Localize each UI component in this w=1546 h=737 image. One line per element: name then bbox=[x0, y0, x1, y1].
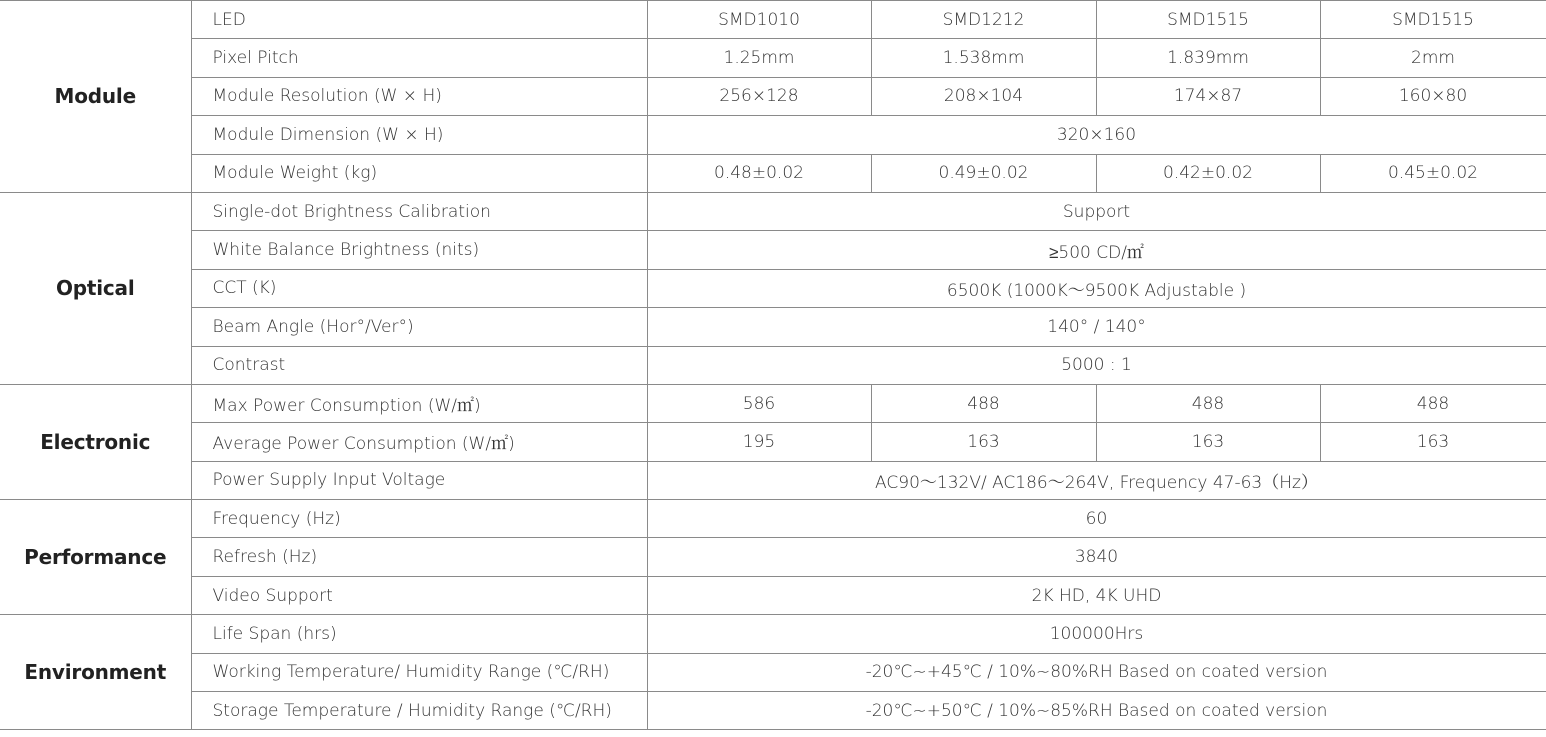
spec-value: 174×87 bbox=[1096, 77, 1320, 115]
spec-row bbox=[0, 192, 1546, 230]
spec-label: Max Power Consumption (W/㎡) bbox=[191, 384, 647, 422]
spec-value: 163 bbox=[1320, 423, 1546, 461]
spec-value: 0.45±0.02 bbox=[1320, 154, 1546, 192]
spec-row bbox=[0, 1, 1546, 39]
spec-label: Module Resolution (W × H) bbox=[191, 77, 647, 115]
spec-value: 488 bbox=[1320, 384, 1546, 422]
spec-value-merged: 6500K (1000K～9500K Adjustable ) bbox=[647, 269, 1546, 307]
spec-label: Power Supply Input Voltage bbox=[191, 461, 647, 499]
spec-row bbox=[0, 461, 1546, 499]
spec-value: 163 bbox=[1096, 423, 1320, 461]
spec-value: 488 bbox=[871, 384, 1096, 422]
spec-row bbox=[0, 692, 1546, 730]
spec-value-merged: 3840 bbox=[647, 538, 1546, 576]
spec-value: 586 bbox=[647, 384, 871, 422]
spec-value: 0.48±0.02 bbox=[647, 154, 871, 192]
spec-label: Video Support bbox=[191, 576, 647, 614]
spec-value-merged: 2K HD, 4K UHD bbox=[647, 576, 1546, 614]
category-cell-environment: Environment bbox=[0, 615, 191, 730]
spec-value: 2mm bbox=[1320, 39, 1546, 77]
spec-row bbox=[0, 615, 1546, 653]
spec-row bbox=[0, 77, 1546, 115]
category-cell-electronic: Electronic bbox=[0, 384, 191, 499]
spec-label: Module Dimension (W × H) bbox=[191, 116, 647, 154]
spec-value-merged: AC90～132V/ AC186～264V, Frequency 47-63（Hz） bbox=[647, 461, 1546, 499]
spec-value: 160×80 bbox=[1320, 77, 1546, 115]
spec-row bbox=[0, 269, 1546, 307]
spec-label: Module Weight (kg) bbox=[191, 154, 647, 192]
spec-value-merged: 100000Hrs bbox=[647, 615, 1546, 653]
spec-label: Working Temperature/ Humidity Range (℃/RH) bbox=[191, 653, 647, 691]
spec-label: Single-dot Brightness Calibration bbox=[191, 192, 647, 230]
spec-value: 0.49±0.02 bbox=[871, 154, 1096, 192]
spec-value: 163 bbox=[871, 423, 1096, 461]
spec-table-body bbox=[0, 1, 1546, 730]
spec-label: White Balance Brightness (nits) bbox=[191, 231, 647, 269]
spec-label: Life Span (hrs) bbox=[191, 615, 647, 653]
spec-value-merged: 140° / 140° bbox=[647, 308, 1546, 346]
spec-value: 208×104 bbox=[871, 77, 1096, 115]
spec-label: CCT (K) bbox=[191, 269, 647, 307]
spec-row bbox=[0, 423, 1546, 461]
category-cell-module: Module bbox=[0, 1, 191, 193]
spec-value: 488 bbox=[1096, 384, 1320, 422]
spec-value-merged: 320×160 bbox=[647, 116, 1546, 154]
spec-value: 195 bbox=[647, 423, 871, 461]
category-cell-optical: Optical bbox=[0, 192, 191, 384]
spec-row bbox=[0, 346, 1546, 384]
spec-label: Average Power Consumption (W/㎡) bbox=[191, 423, 647, 461]
spec-value-merged: 60 bbox=[647, 500, 1546, 538]
spec-row bbox=[0, 154, 1546, 192]
spec-label: Contrast bbox=[191, 346, 647, 384]
spec-value-merged: Support bbox=[647, 192, 1546, 230]
spec-value-merged: -20℃~+45℃ / 10%~80%RH Based on coated version bbox=[647, 653, 1546, 691]
spec-value: SMD1515 bbox=[1096, 1, 1320, 39]
spec-value: 1.25mm bbox=[647, 39, 871, 77]
spec-label: Storage Temperature / Humidity Range (℃/RH) bbox=[191, 692, 647, 730]
spec-value: 1.839mm bbox=[1096, 39, 1320, 77]
category-cell-performance: Performance bbox=[0, 500, 191, 615]
spec-row bbox=[0, 39, 1546, 77]
spec-row bbox=[0, 576, 1546, 614]
spec-value-merged: 5000 : 1 bbox=[647, 346, 1546, 384]
spec-row bbox=[0, 653, 1546, 691]
spec-row bbox=[0, 116, 1546, 154]
spec-row bbox=[0, 538, 1546, 576]
spec-value: SMD1010 bbox=[647, 1, 871, 39]
spec-label: Beam Angle (Hor°/Ver°) bbox=[191, 308, 647, 346]
spec-row bbox=[0, 308, 1546, 346]
spec-value: SMD1515 bbox=[1320, 1, 1546, 39]
spec-value: 0.42±0.02 bbox=[1096, 154, 1320, 192]
spec-value: SMD1212 bbox=[871, 1, 1096, 39]
spec-row bbox=[0, 500, 1546, 538]
spec-label: Refresh (Hz) bbox=[191, 538, 647, 576]
spec-value-merged: ≥500 CD/㎡ bbox=[647, 231, 1546, 269]
spec-label: LED bbox=[191, 1, 647, 39]
spec-value-merged: -20℃~+50℃ / 10%~85%RH Based on coated version bbox=[647, 692, 1546, 730]
spec-row bbox=[0, 231, 1546, 269]
spec-value: 1.538mm bbox=[871, 39, 1096, 77]
spec-row bbox=[0, 384, 1546, 422]
spec-label: Frequency (Hz) bbox=[191, 500, 647, 538]
spec-label: Pixel Pitch bbox=[191, 39, 647, 77]
spec-value: 256×128 bbox=[647, 77, 871, 115]
